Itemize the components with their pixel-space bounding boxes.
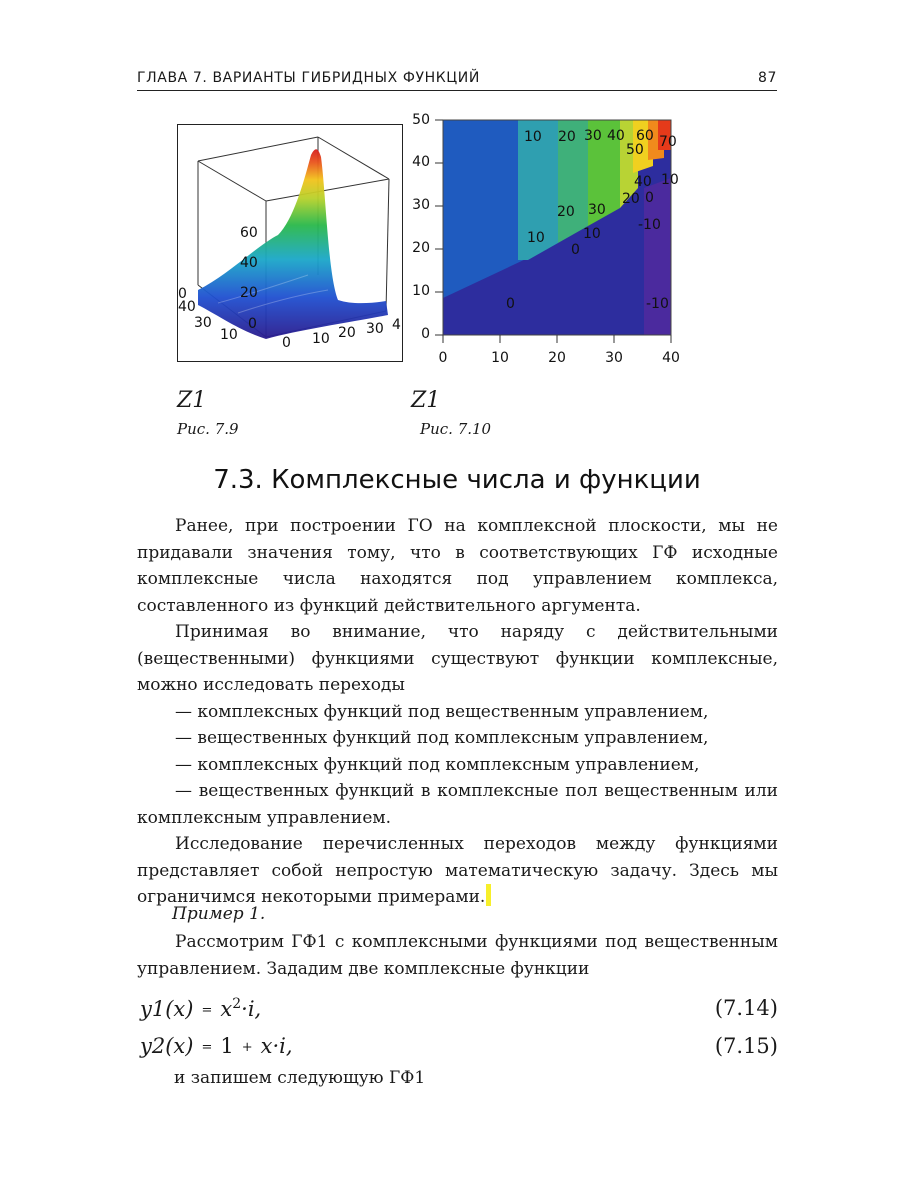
equals-sign: = xyxy=(201,1040,213,1055)
formula-number: (7.15) xyxy=(714,1034,778,1058)
formula-exponent: 2 xyxy=(232,996,242,1012)
formula-7-14 xyxy=(140,996,778,1026)
x-tick: 10 xyxy=(491,350,509,366)
running-head xyxy=(137,68,777,91)
formula-term: ·i, xyxy=(241,997,262,1021)
z-tick: 20 xyxy=(240,285,258,301)
contour-label: 40 xyxy=(634,174,652,190)
right-tick: 10 xyxy=(312,331,330,347)
surface-plot-svg xyxy=(178,125,402,361)
paragraph xyxy=(137,831,778,911)
contour-label: 20 xyxy=(622,191,640,207)
z-tick: 60 xyxy=(240,225,258,241)
paragraph: и запишем следующую ГФ1 xyxy=(174,1068,426,1088)
figure-7-9-caption: Рис. 7.9 xyxy=(177,420,239,438)
highlight-marker xyxy=(486,884,491,906)
contour-label: 10 xyxy=(583,226,601,242)
y-tick: 50 xyxy=(412,112,430,128)
x-tick: 20 xyxy=(548,350,566,366)
section-heading: 7.3. Комплексные числа и функции xyxy=(213,465,701,495)
y-tick: 10 xyxy=(412,283,430,299)
left-tick: 40 xyxy=(178,299,196,315)
figure-7-10-contour-plot xyxy=(408,108,698,374)
formula-7-15 xyxy=(140,1034,778,1064)
x-tick: 40 xyxy=(662,350,680,366)
figure-7-10-caption: Рис. 7.10 xyxy=(420,420,492,438)
formula-term: x·i, xyxy=(260,1034,293,1058)
contour-label: 0 xyxy=(645,190,654,206)
y-tick: 20 xyxy=(412,240,430,256)
contour-label: 20 xyxy=(557,204,575,220)
contour-label: 10 xyxy=(524,129,542,145)
formula-expression xyxy=(140,1034,293,1058)
figure-7-9-surface-plot xyxy=(177,124,403,362)
left-tick: 0 xyxy=(178,286,187,302)
paragraph: Принимая во внимание, что наряду с действительными (вещественными) функциями существуют функции комплексные, можно исследовать переходы xyxy=(137,622,778,695)
page-number: 87 xyxy=(757,70,777,86)
chapter-title: ГЛАВА 7. ВАРИАНТЫ ГИБРИДНЫХ ФУНКЦИЙ xyxy=(137,70,480,86)
paragraph: Ранее, при построении ГО на комплексной плоскости, мы не придавали значения тому, что в соответствующих ГФ исходные комплексные числа находятся под управлением комплекса, составленного из функций действительного аргумента. xyxy=(137,516,778,616)
contour-plot-svg xyxy=(408,108,698,374)
contour-label: 0 xyxy=(506,296,515,312)
plus-sign: + xyxy=(241,1040,253,1055)
contour-label: 70 xyxy=(659,134,677,150)
left-tick: 30 xyxy=(194,315,212,331)
contour-label: -10 xyxy=(646,296,669,312)
z-tick: 40 xyxy=(240,255,258,271)
contour-label: 10 xyxy=(661,172,679,188)
x-tick: 30 xyxy=(605,350,623,366)
contour-label: 40 xyxy=(607,128,625,144)
left-tick: 10 xyxy=(220,327,238,343)
contour-label: 60 xyxy=(636,128,654,144)
contour-label: 30 xyxy=(584,128,602,144)
example-label: Пример 1. xyxy=(172,904,266,924)
figure-7-10-variable: Z1 xyxy=(411,388,441,413)
contour-label: -10 xyxy=(638,217,661,233)
x-tick: 0 xyxy=(438,350,448,366)
list-item: — комплексных функций под комплексным управлением, xyxy=(175,754,700,775)
right-tick: 0 xyxy=(282,335,291,351)
contour-label: 20 xyxy=(558,129,576,145)
y-tick: 30 xyxy=(412,197,430,213)
body-text-2 xyxy=(137,929,778,982)
figure-7-9-variable: Z1 xyxy=(177,388,207,413)
list-item: — вещественных функций под комплексным управлением, xyxy=(175,728,709,748)
equals-sign: = xyxy=(201,1003,213,1018)
formula-term: 1 xyxy=(220,1034,234,1058)
list-item: — вещественных функций в комплексные пол вещественным или комплексным управлением. xyxy=(137,781,778,828)
paragraph: Рассмотрим ГФ1 с комплексными функциями под вещественным управлением. Зададим две комплексные функции xyxy=(137,932,778,979)
list-item: — комплексных функций под вещественным управлением, xyxy=(175,701,709,722)
formula-term: x xyxy=(220,997,233,1021)
formula-lhs: y2(x) xyxy=(140,1034,194,1058)
y-tick: 40 xyxy=(412,154,430,170)
y-tick: 0 xyxy=(421,326,430,342)
z-tick: 0 xyxy=(248,316,257,332)
formula-number: (7.14) xyxy=(714,996,778,1020)
contour-label: 10 xyxy=(527,230,545,246)
body-text xyxy=(137,513,778,911)
paragraph-text: Исследование перечисленных переходов между функциями представляет собой непростую математическую задачу. Здесь мы ограничимся некоторыми примерами. xyxy=(137,834,778,907)
right-tick: 4 xyxy=(392,317,401,333)
contour-label: 30 xyxy=(588,202,606,218)
formula-expression xyxy=(140,996,261,1021)
formula-lhs: y1(x) xyxy=(140,997,194,1021)
contour-label: 0 xyxy=(571,242,580,258)
contour-label: 50 xyxy=(626,142,644,158)
right-tick: 30 xyxy=(366,321,384,337)
right-tick: 20 xyxy=(338,325,356,341)
